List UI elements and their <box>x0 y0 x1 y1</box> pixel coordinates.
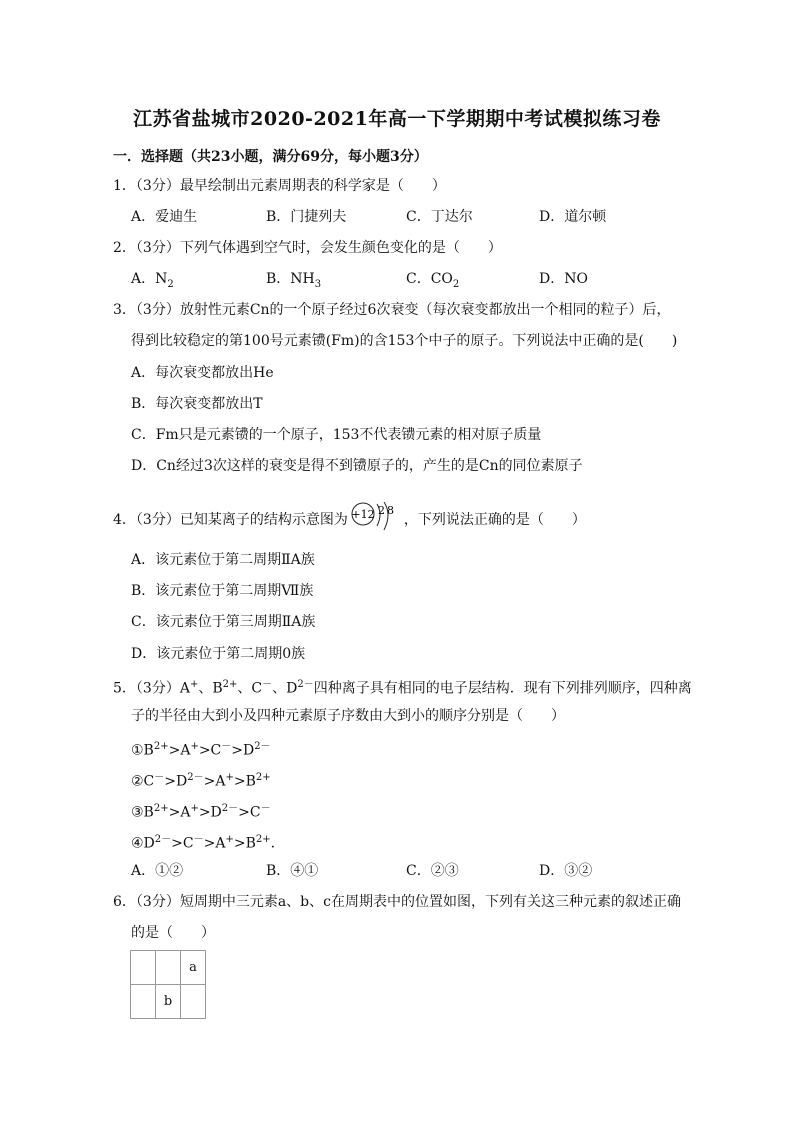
q3-option-c: C．Fm只是元素镄的一个原子，153不代表镄元素的相对原子质量 <box>131 427 542 443</box>
shell-1-count: 2 <box>377 504 385 517</box>
question-3-stem-line1: 3．（3分）放射性元素Cn的一个原子经过6次衰变（每次衰变都放出一个相同的粒子）后， <box>113 302 671 318</box>
q5-option-d: D．③② <box>539 863 593 879</box>
table-row <box>131 951 206 985</box>
q5-option-a: A．①② <box>131 863 184 879</box>
q1-option-b: B．门捷列夫 <box>266 209 347 225</box>
ion-structure-diagram <box>350 500 402 540</box>
q2-option-d: D．NO <box>539 271 588 287</box>
page-title: 江苏省盐城市2020-2021年高一下学期期中考试模拟练习卷 <box>133 108 661 130</box>
q5-order-4: $④D^{2-}>C^->A^+>B^{2+}$. <box>131 834 276 852</box>
q1-option-c: C．丁达尔 <box>406 209 473 225</box>
q4-option-c: C．该元素位于第三周期ⅡA族 <box>131 614 316 630</box>
table-cell <box>131 951 156 985</box>
periodic-table-fragment <box>130 950 206 1019</box>
q5-order-1: $①B^{2+}>A^+>C^->D^{2-}$ <box>131 741 271 759</box>
table-cell <box>181 985 206 1019</box>
table-row <box>131 985 206 1019</box>
question-6-stem-line1: 6．（3分）短周期中三元素a、b、c在周期表中的位置如图，下列有关这三种元素的叙述正确 <box>113 894 681 910</box>
q3-option-a: A．每次衰变都放出He <box>131 365 274 381</box>
q2-option-a: A．$N_2$ <box>131 271 174 290</box>
q5-order-3: $③B^{2+}>A^+>D^{2-}>C^-$ <box>131 803 271 821</box>
table-cell: b <box>156 985 181 1019</box>
table-cell: a <box>181 951 206 985</box>
q3-option-d: D．Cn经过3次这样的衰变是得不到镄原子的，产生的是Cn的同位素原子 <box>131 458 583 474</box>
q5-option-b: B．④① <box>266 863 319 879</box>
q4-option-d: D．该元素位于第二周期0族 <box>131 646 306 662</box>
q1-option-a: A．爱迪生 <box>131 209 198 225</box>
q2-option-b: B．$NH_3$ <box>266 271 322 290</box>
question-6-stem-line2: 的是（ ） <box>131 925 215 941</box>
q4-option-b: B．该元素位于第二周期Ⅶ族 <box>131 583 314 599</box>
q5-order-2: $②C^->D^{2-}>A^+>B^{2+}$ <box>131 772 271 790</box>
table-cell <box>156 951 181 985</box>
shell-2-count: 8 <box>386 504 394 517</box>
q5-option-c: C．②③ <box>406 863 459 879</box>
q2-option-c: C．$CO_2$ <box>406 271 460 290</box>
question-2-stem: 2．（3分）下列气体遇到空气时，会发生颜色变化的是（ ） <box>113 240 502 256</box>
question-3-stem-line2: 得到比较稳定的第100号元素镄(Fm)的含153个中子的原子。下列说法中正确的是( ) <box>131 333 678 349</box>
question-1-stem: 1．（3分）最早绘制出元素周期表的科学家是（ ） <box>113 178 446 194</box>
q3-option-b: B．每次衰变都放出T <box>131 396 263 412</box>
question-5-stem-line1: 5．（3分）A+、$B^{2+}$、C－、$D^{2-}$四种离子具有相同的电子层结构．现有下列排列顺序，四种离 <box>113 679 692 697</box>
table-cell <box>131 985 156 1019</box>
section-heading: 一．选择题（共23小题，满分69分，每小题3分） <box>113 149 428 165</box>
q4-option-a: A．该元素位于第二周期ⅡA族 <box>131 552 315 568</box>
nucleus-charge: +12 <box>351 508 375 521</box>
q1-option-d: D．道尔顿 <box>539 209 607 225</box>
question-5-stem-line2: 子的半径由大到小及四种元素原子序数由大到小的顺序分别是（ ） <box>131 708 565 724</box>
question-4-stem: 4．（3分）已知某离子的结构示意图为 +12 2 8 ，下列说法正确的是（ ） <box>113 500 586 540</box>
